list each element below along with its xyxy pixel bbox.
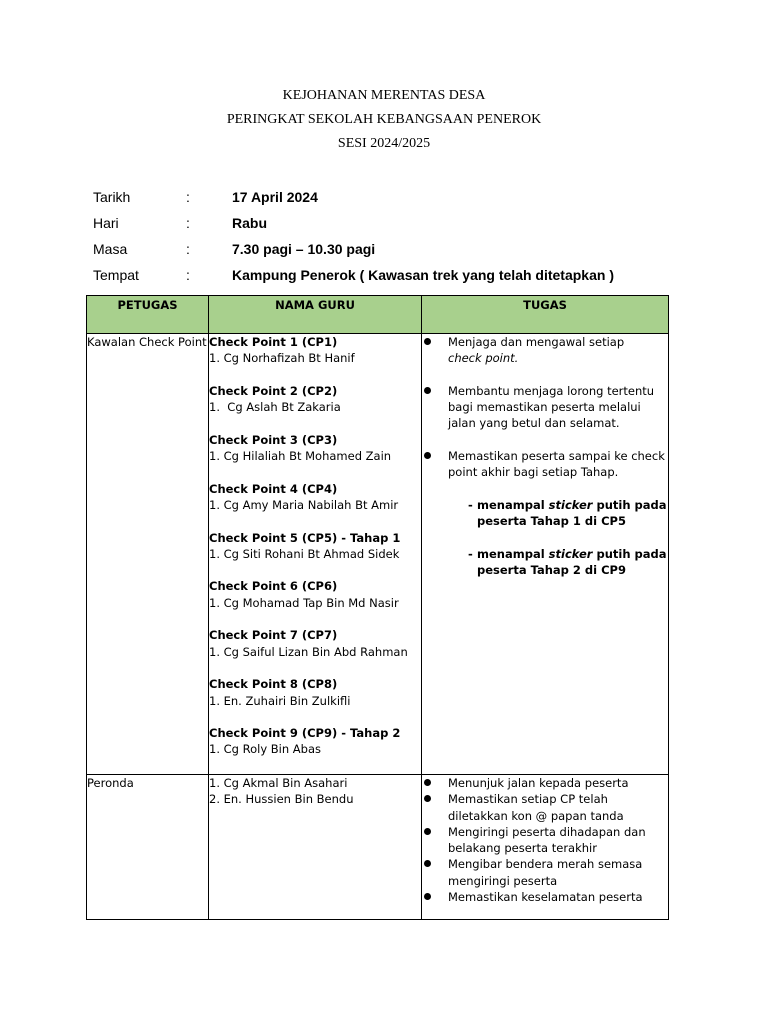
checkpoint-title: Check Point 2 (CP2) [209,383,338,398]
teacher-name: 1. Cg Mohamad Tap Bin Md Nasir [209,595,399,610]
duty-text: Mengiringi peserta dihadapan dan belakang peserta terakhir [448,824,646,856]
tugas-cell [422,334,669,775]
sub-text-italic: sticker [548,497,593,512]
table-header-row [87,296,669,334]
info-row-time [93,241,693,267]
petugas-cell: Kawalan Check Point [87,334,209,775]
sub-text: menampal [477,546,545,561]
duty-bullet [422,889,668,905]
duty-text: Memastikan keselamatan peserta [448,890,643,905]
checkpoint-title: Check Point 7 (CP7) [209,628,338,643]
info-value: Rabu [232,215,267,231]
sub-text-italic: sticker [548,546,593,561]
duty-text: Memastikan setiap CP telah diletakkan kon @ papan tanda [448,792,624,823]
info-colon: : [186,241,190,257]
info-colon: : [186,189,190,205]
header-petugas: PETUGAS [87,296,209,334]
bullet-icon [422,448,448,481]
info-label: Hari [93,215,119,231]
checkpoint-title: Check Point 5 (CP5) - Tahap 1 [209,530,401,545]
info-value: 17 April 2024 [232,189,318,205]
duty-bullet [422,791,668,824]
dash-marker: - [468,546,473,561]
sub-text: putih pada peserta Tahap 2 di CP9 [477,546,667,578]
duty-sub-item [422,497,668,530]
duty-bullet [422,383,668,432]
checkpoint-title: Check Point 3 (CP3) [209,432,338,447]
info-colon: : [186,267,190,283]
teacher-name: 1. Cg Roly Bin Abas [209,742,322,757]
duty-bullet [422,856,668,889]
teacher-name: 1. En. Zuhairi Bin Zulkifli [209,693,351,708]
bullet-icon [422,889,448,905]
bullet-icon [422,856,448,889]
info-row-day [93,215,693,241]
bullet-icon [422,334,448,367]
bullet-icon [422,824,448,857]
checkpoint-entry [209,383,421,416]
checkpoint-title: Check Point 1 (CP1) [209,335,338,349]
bullet-icon [422,383,448,432]
checkpoint-title: Check Point 9 (CP9) - Tahap 2 [209,726,401,741]
checkpoint-title: Check Point 8 (CP8) [209,677,338,692]
duty-bullet [422,824,668,857]
event-info [93,189,693,293]
header-tugas: TUGAS [422,296,669,334]
checkpoint-title: Check Point 4 (CP4) [209,481,338,496]
info-colon: : [186,215,190,231]
title-line-3: SESI 2024/2025 [337,136,431,151]
duty-text-italic: check point. [448,351,519,366]
info-label: Masa [93,241,128,257]
sub-text: putih pada peserta Tahap 1 di CP5 [477,497,667,529]
info-row-date [93,189,693,215]
nama-guru-cell [209,775,422,920]
info-value: 7.30 pagi – 10.30 pagi [232,241,376,257]
duty-bullet [422,334,668,367]
petugas-cell: Peronda [87,775,209,920]
header-nama-guru: NAMA GURU [209,296,422,334]
checkpoint-title: Check Point 6 (CP6) [209,579,338,594]
info-label: Tarikh [93,189,131,205]
title-line-2: PERINGKAT SEKOLAH KEBANGSAAN PENEROK [226,112,542,127]
checkpoint-entry [209,530,421,563]
teacher-name: 1. Cg Norhafizah Bt Hanif [209,351,355,366]
info-value: Kampung Penerok ( Kawasan trek yang telah ditetapkan ) [232,267,614,283]
teacher-name: 1. Cg Amy Maria Nabilah Bt Amir [209,497,399,512]
teacher-name: 1. Cg Saiful Lizan Bin Abd Rahman [209,644,408,659]
duty-table [86,295,669,920]
duty-sub-item [422,546,668,579]
teacher-name: 1. Cg Akmal Bin Asahari [209,776,348,790]
duty-text: Menunjuk jalan kepada peserta [448,776,629,790]
sub-text: menampal [477,497,545,512]
dash-marker: - [468,497,473,512]
teacher-name: 2. En. Hussien Bin Bendu [209,792,354,807]
checkpoint-entry [209,676,421,709]
duty-bullet [422,448,668,481]
table-row [87,775,669,920]
duty-text: Memastikan peserta sampai ke check point akhir bagi setiap Tahap. [448,449,665,480]
nama-guru-cell [209,334,422,775]
duty-bullet [422,775,668,791]
checkpoint-entry [209,578,421,611]
duty-text: Mengibar bendera merah semasa mengiringi peserta [448,857,643,888]
duty-text: Membantu menjaga lorong tertentu bagi memastikan peserta melalui jalan yang betul dan selamat. [448,383,655,431]
checkpoint-entry [209,627,421,660]
bullet-icon [422,791,448,824]
checkpoint-entry [209,334,421,367]
teacher-name: 1. Cg Hilaliah Bt Mohamed Zain [209,449,392,464]
checkpoint-entry [209,432,421,465]
duty-text: Menjaga dan mengawal setiap [448,335,625,349]
bullet-icon [422,775,448,791]
title-line-1: KEJOHANAN MERENTAS DESA [282,88,486,103]
teacher-name: 1. Cg Siti Rohani Bt Ahmad Sidek [209,546,400,561]
info-row-place [93,267,693,293]
table-row [87,334,669,775]
info-label: Tempat [93,267,139,283]
teacher-name: 1. Cg Aslah Bt Zakaria [209,400,341,415]
document-title [0,87,768,159]
tugas-cell [422,775,669,920]
checkpoint-entry [209,725,421,758]
checkpoint-entry [209,481,421,514]
